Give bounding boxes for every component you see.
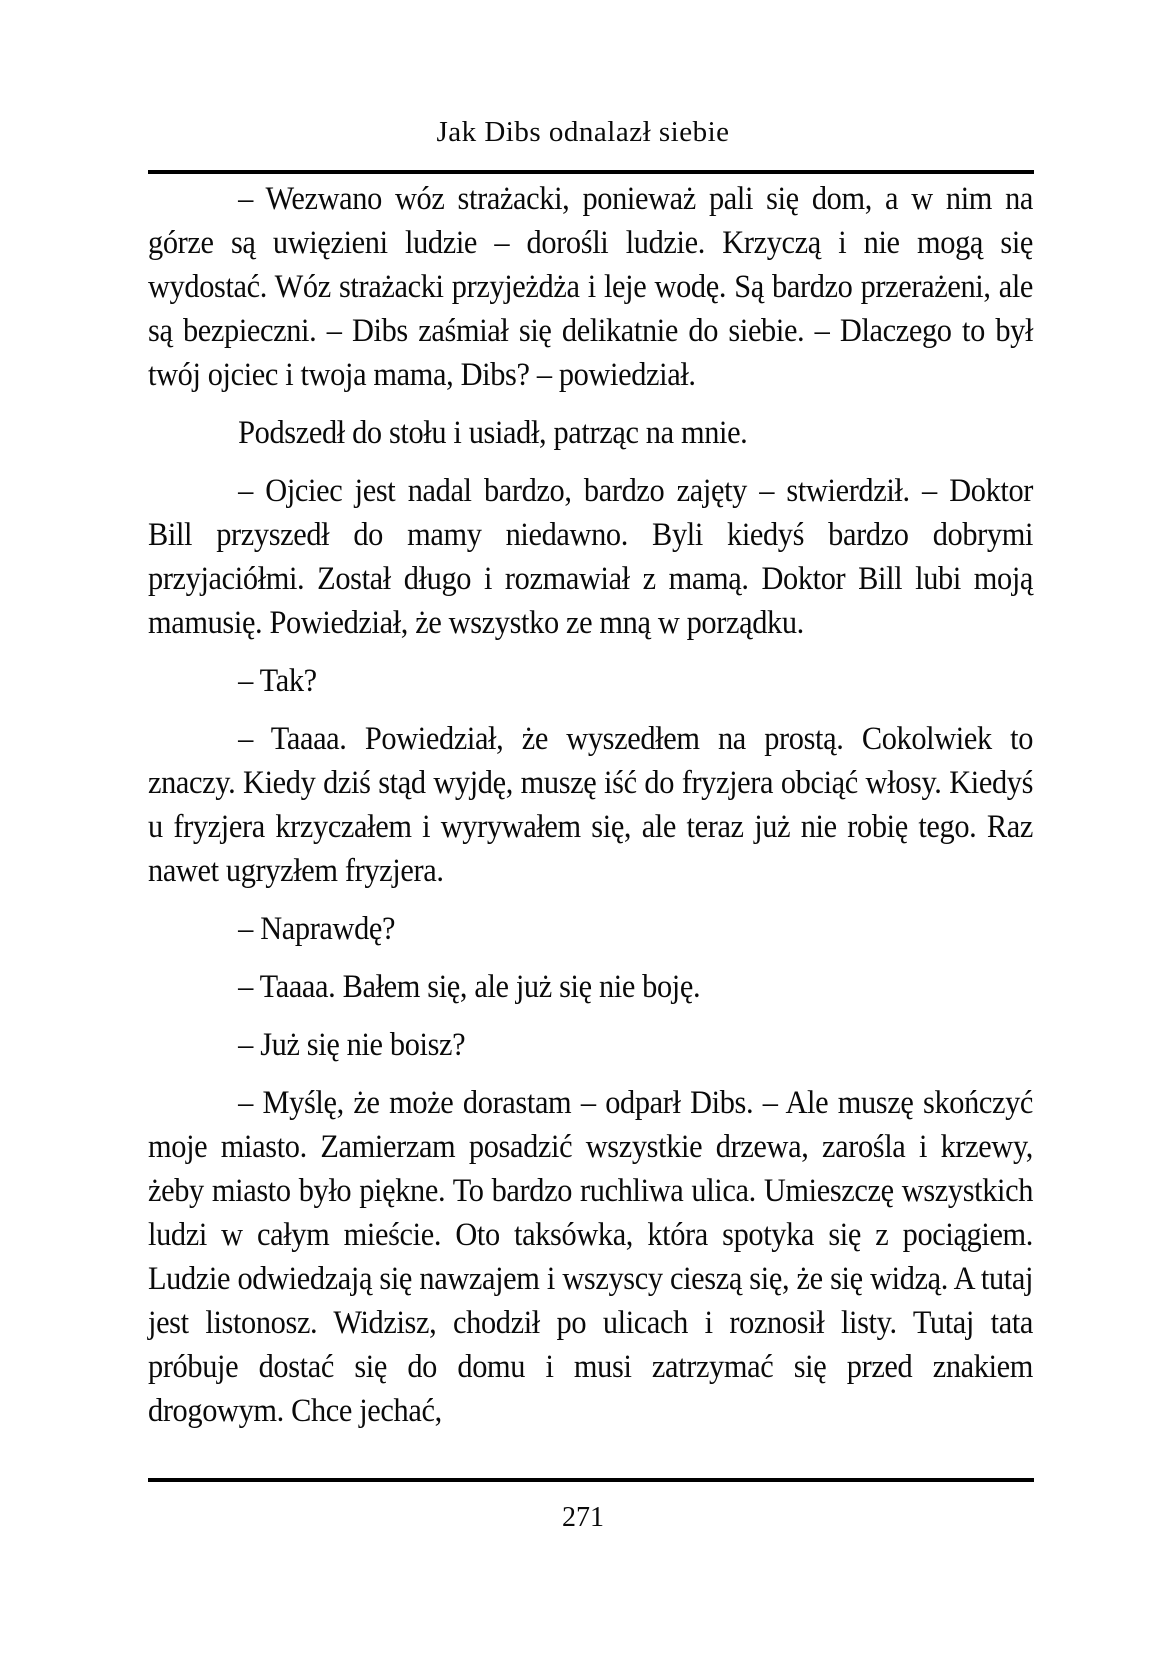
running-header-title: Jak Dibs odnalazł siebie — [436, 116, 730, 148]
page-number: 271 — [562, 1502, 604, 1533]
paragraph: – Ojciec jest nadal bardzo, bardzo zajęty – stwierdził. – Doktor Bill przyszedł do mamy niedawno. Byli kiedyś bardzo dobrymi przyjaciółmi. Został długo i rozmawiał z mamą. Doktor Bill lubi moją mamusię. Powiedział, że wszystko ze mną w porządku. — [148, 473, 1034, 641]
paragraph: – Taaaa. Bałem się, ale już się nie boję. — [238, 969, 701, 1005]
paragraph: – Myślę, że może dorastam – odparł Dibs. – Ale muszę skończyć moje miasto. Zamierzam posadzić wszystkie drzewa, zarośla i krzewy, żeby miasto było piękne. To bardzo ruchliwa ulica. Umieszczę wszystkich ludzi w całym mieście. Oto taksówka, która spotyka się z pociągiem. Ludzie odwiedzają się nawzajem i wszyscy cieszą się, że się widzą. A tutaj jest listonosz. Widzisz, chodził po ulicach i roznosił listy. Tutaj tata próbuje dostać się do domu i musi zatrzymać się przed znakiem drogowym. Chce jechać, — [148, 1085, 1034, 1429]
paragraph: Podszedł do stołu i usiadł, patrząc na mnie. — [238, 415, 748, 451]
paragraph: – Już się nie boisz? — [238, 1027, 466, 1063]
footer-rule — [148, 1478, 1034, 1482]
header-rule — [148, 170, 1034, 174]
page-body — [148, 177, 1033, 1433]
paragraph: – Naprawdę? — [238, 911, 396, 947]
paragraph: – Wezwano wóz strażacki, ponieważ pali się dom, a w nim na górze są uwięzieni ludzie – dorośli ludzie. Krzyczą i nie mogą się wydostać. Wóz strażacki przyjeżdża i leje wodę. Są bardzo przerażeni, ale są bezpieczni. – Dibs zaśmiał się delikatnie do siebie. – Dlaczego to był twój ojciec i twoja mama, Dibs? – powiedział. — [148, 181, 1034, 393]
paragraph: – Taaaa. Powiedział, że wyszedłem na prostą. Cokolwiek to znaczy. Kiedy dziś stąd wyjdę, muszę iść do fryzjera obciąć włosy. Kiedyś u fryzjera krzyczałem i wyrywałem się, ale teraz już nie robię tego. Raz nawet ugryzłem fryzjera. — [148, 721, 1034, 889]
paragraph: – Tak? — [238, 663, 317, 699]
